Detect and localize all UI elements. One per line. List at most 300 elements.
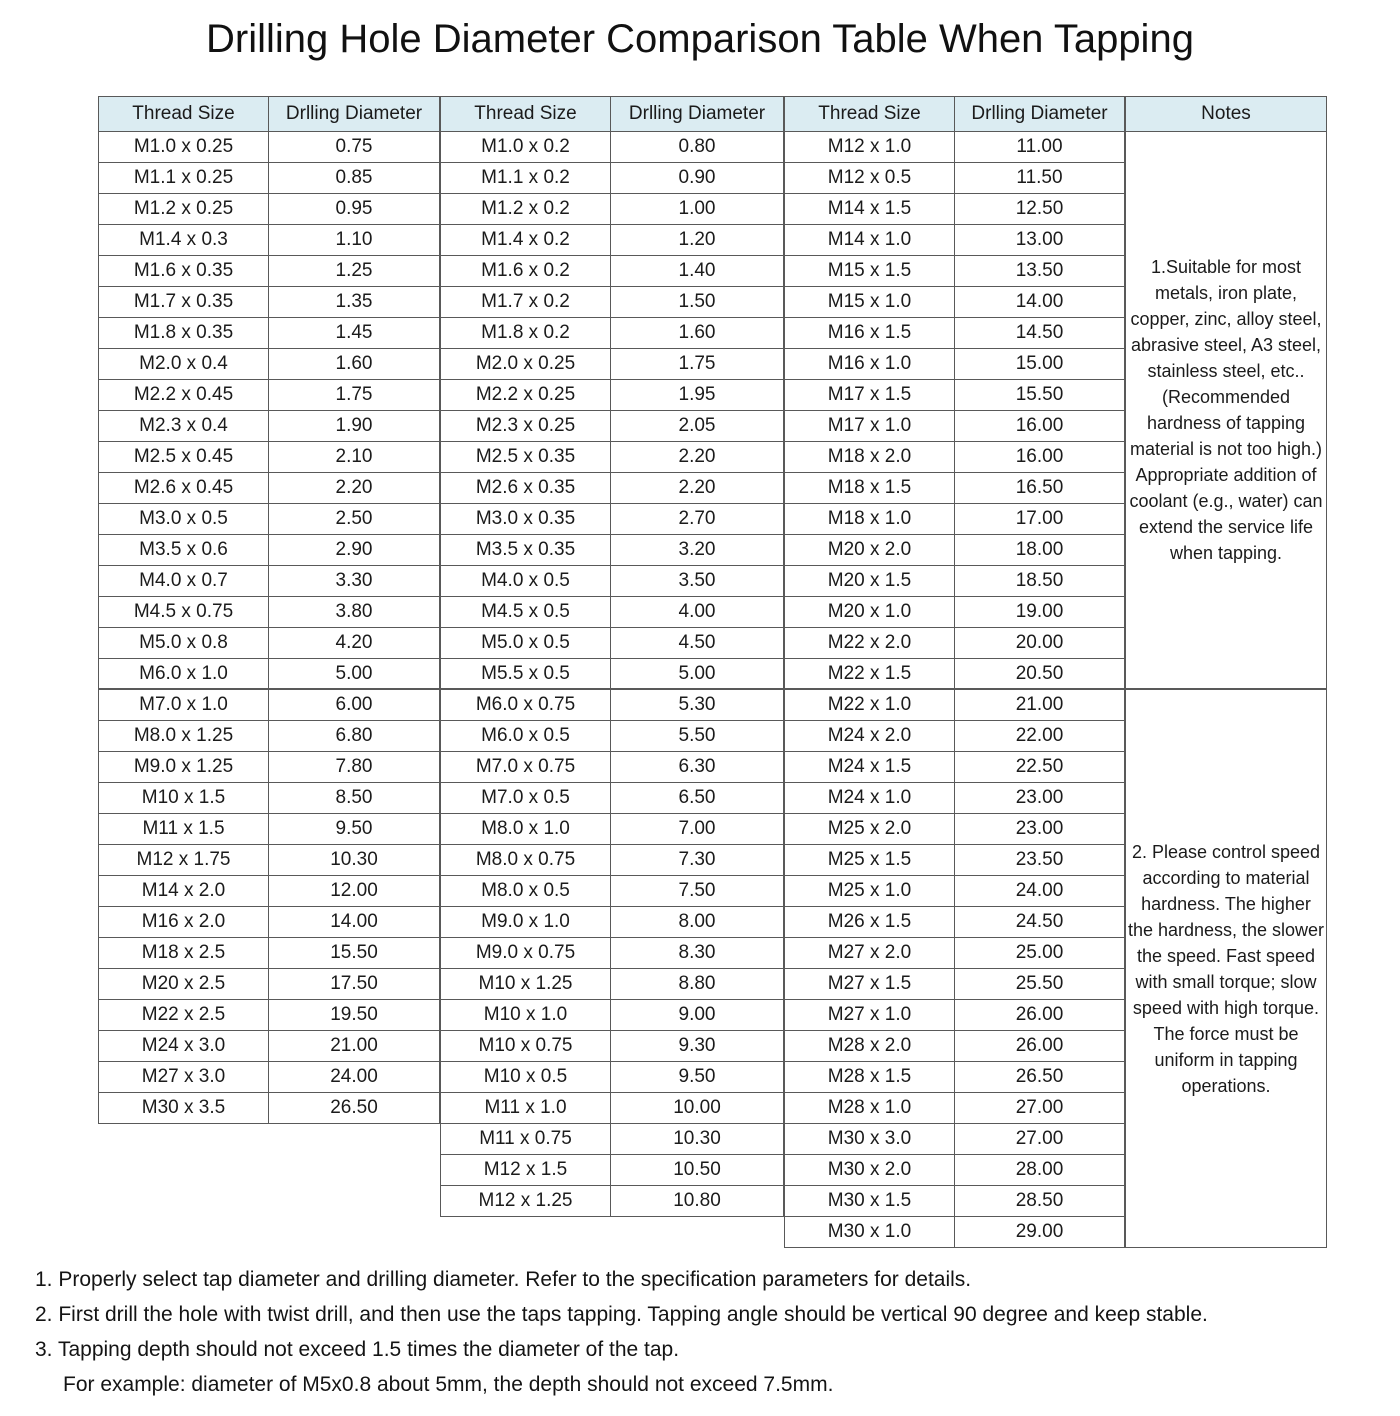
table-row [99,287,440,318]
thread-size-cell: M25 x 1.5 [785,845,955,876]
drilling-diameter-cell: 26.00 [955,1000,1125,1031]
table-row [441,1062,784,1093]
thread-size-cell: M22 x 2.5 [99,1000,269,1031]
drilling-diameter-cell: 0.90 [611,163,784,194]
drilling-diameter-cell: 16.00 [955,442,1125,473]
drilling-diameter-cell: 8.50 [269,783,440,814]
thread-size-cell: M12 x 1.0 [785,132,955,163]
thread-size-cell: M22 x 1.5 [785,659,955,690]
thread-size-cell: M3.0 x 0.35 [441,504,611,535]
thread-size-cell: M4.0 x 0.7 [99,566,269,597]
drilling-diameter-cell: 3.20 [611,535,784,566]
drilling-diameter-cell: 2.20 [611,442,784,473]
thread-size-cell: M14 x 2.0 [99,876,269,907]
table-row [99,1031,440,1062]
thread-size-cell: M1.1 x 0.2 [441,163,611,194]
thread-size-cell: M8.0 x 0.5 [441,876,611,907]
drilling-diameter-cell: 2.70 [611,504,784,535]
column-header-drilling-diameter: Drlling Diameter [955,97,1125,132]
drilling-diameter-cell: 5.00 [611,659,784,690]
table-row [785,256,1125,287]
table-row [99,845,440,876]
table-row [99,349,440,380]
table-row [441,194,784,225]
drilling-diameter-cell: 26.50 [269,1093,440,1124]
table-row [441,1093,784,1124]
thread-size-cell: M20 x 1.0 [785,597,955,628]
table-row [441,659,784,690]
thread-size-cell: M1.6 x 0.2 [441,256,611,287]
table-row [99,659,440,690]
drilling-diameter-cell: 2.90 [269,535,440,566]
drilling-diameter-cell: 6.30 [611,752,784,783]
drilling-diameter-cell: 5.00 [269,659,440,690]
table-row [441,1124,784,1155]
table-row [99,876,440,907]
thread-size-cell: M24 x 3.0 [99,1031,269,1062]
thread-size-cell: M18 x 2.0 [785,442,955,473]
table-row [785,659,1125,690]
drilling-diameter-cell: 1.60 [611,318,784,349]
table-row [99,535,440,566]
thread-size-cell: M2.2 x 0.45 [99,380,269,411]
thread-size-cell: M2.5 x 0.35 [441,442,611,473]
footer-note-1: 1. Properly select tap diameter and drilling diameter. Refer to the specification parameters for details. [35,1268,972,1291]
footer-note-4: For example: diameter of M5x0.8 about 5mm, the depth should not exceed 7.5mm. [63,1373,834,1396]
thread-size-cell: M24 x 2.0 [785,721,955,752]
table-row [99,721,440,752]
drilling-diameter-cell: 2.10 [269,442,440,473]
drilling-diameter-cell: 4.00 [611,597,784,628]
thread-size-cell: M28 x 2.0 [785,1031,955,1062]
thread-size-cell: M1.1 x 0.25 [99,163,269,194]
thread-size-cell: M30 x 1.5 [785,1186,955,1217]
thread-size-cell: M4.5 x 0.5 [441,597,611,628]
drilling-diameter-cell: 0.95 [269,194,440,225]
table-row [441,132,784,163]
table-row [441,1031,784,1062]
table-row [99,318,440,349]
table-row [785,287,1125,318]
table-row [441,318,784,349]
drilling-diameter-cell: 22.50 [955,752,1125,783]
drilling-diameter-cell: 25.50 [955,969,1125,1000]
thread-size-cell: M27 x 1.5 [785,969,955,1000]
drilling-diameter-cell: 25.00 [955,938,1125,969]
page-title: Drilling Hole Diameter Comparison Table When Tapping [206,17,1194,61]
drilling-diameter-cell: 2.20 [269,473,440,504]
thread-size-cell: M18 x 2.5 [99,938,269,969]
table-row [441,535,784,566]
drilling-diameter-cell: 1.75 [269,380,440,411]
table-row [785,163,1125,194]
table-row [785,938,1125,969]
drilling-diameter-cell: 1.45 [269,318,440,349]
thread-size-cell: M15 x 1.5 [785,256,955,287]
thread-size-cell: M17 x 1.5 [785,380,955,411]
table-row [785,132,1125,163]
drilling-diameter-cell: 1.95 [611,380,784,411]
drilling-diameter-cell: 1.25 [269,256,440,287]
drilling-diameter-cell: 1.10 [269,225,440,256]
drilling-diameter-cell: 18.00 [955,535,1125,566]
thread-size-cell: M17 x 1.0 [785,411,955,442]
thread-size-cell: M1.6 x 0.35 [99,256,269,287]
table-body [785,132,1125,1248]
drilling-diameter-cell: 7.80 [269,752,440,783]
table-row [99,163,440,194]
drilling-diameter-cell: 2.50 [269,504,440,535]
drilling-diameter-cell: 15.50 [269,938,440,969]
thread-size-cell: M27 x 3.0 [99,1062,269,1093]
drilling-diameter-cell: 27.00 [955,1124,1125,1155]
table-row [785,318,1125,349]
drilling-diameter-cell: 23.50 [955,845,1125,876]
footer-notes [35,1262,1400,1402]
table-body [441,132,784,1217]
column-header-drilling-diameter: Drlling Diameter [269,97,440,132]
drilling-diameter-cell: 14.00 [955,287,1125,318]
drilling-diameter-cell: 3.80 [269,597,440,628]
drilling-diameter-cell: 10.80 [611,1186,784,1217]
drilling-diameter-cell: 1.00 [611,194,784,225]
thread-size-cell: M28 x 1.0 [785,1093,955,1124]
thread-size-cell: M10 x 1.0 [441,1000,611,1031]
table-row [99,504,440,535]
drilling-diameter-cell: 1.40 [611,256,784,287]
thread-size-cell: M2.0 x 0.25 [441,349,611,380]
drilling-diameter-cell: 4.50 [611,628,784,659]
table-row [785,721,1125,752]
table-row [99,814,440,845]
table-row [99,1062,440,1093]
table-row [441,628,784,659]
drilling-diameter-cell: 3.50 [611,566,784,597]
thread-size-cell: M9.0 x 0.75 [441,938,611,969]
thread-size-cell: M1.7 x 0.35 [99,287,269,318]
thread-size-cell: M30 x 3.0 [785,1124,955,1155]
drilling-diameter-cell: 2.20 [611,473,784,504]
thread-size-cell: M16 x 1.0 [785,349,955,380]
drilling-diameter-cell: 12.50 [955,194,1125,225]
drilling-diameter-cell: 12.00 [269,876,440,907]
drilling-diameter-cell: 21.00 [269,1031,440,1062]
thread-size-cell: M16 x 1.5 [785,318,955,349]
thread-size-cell: M2.2 x 0.25 [441,380,611,411]
thread-table-3 [784,96,1125,1248]
table-row [99,442,440,473]
table-row [99,597,440,628]
table-row [785,380,1125,411]
drilling-diameter-cell: 1.35 [269,287,440,318]
drilling-diameter-cell: 24.00 [269,1062,440,1093]
thread-size-cell: M1.4 x 0.3 [99,225,269,256]
drilling-diameter-cell: 1.50 [611,287,784,318]
table-row [99,938,440,969]
table-row [441,566,784,597]
table-row [441,349,784,380]
thread-size-cell: M14 x 1.5 [785,194,955,225]
thread-size-cell: M2.0 x 0.4 [99,349,269,380]
drilling-diameter-cell: 11.00 [955,132,1125,163]
header-row [99,97,440,132]
drilling-diameter-cell: 16.50 [955,473,1125,504]
table-row [441,845,784,876]
thread-size-cell: M25 x 1.0 [785,876,955,907]
drilling-diameter-cell: 0.80 [611,132,784,163]
table-row [785,907,1125,938]
table-row [785,845,1125,876]
table-body [99,132,440,1124]
drilling-diameter-cell: 16.00 [955,411,1125,442]
thread-size-cell: M3.5 x 0.35 [441,535,611,566]
drilling-diameter-cell: 26.00 [955,1031,1125,1062]
thread-size-cell: M4.0 x 0.5 [441,566,611,597]
drilling-diameter-cell: 5.50 [611,721,784,752]
thread-size-cell: M2.3 x 0.25 [441,411,611,442]
table-row [441,504,784,535]
page [0,16,1400,1416]
thread-size-cell: M6.0 x 0.5 [441,721,611,752]
table-row [785,1031,1125,1062]
thread-size-cell: M1.8 x 0.2 [441,318,611,349]
thread-size-cell: M10 x 0.75 [441,1031,611,1062]
thread-size-cell: M8.0 x 1.0 [441,814,611,845]
table-row [99,566,440,597]
drilling-diameter-cell: 15.50 [955,380,1125,411]
table-row [99,132,440,163]
table-row [785,535,1125,566]
drilling-diameter-cell: 10.30 [269,845,440,876]
drilling-diameter-cell: 11.50 [955,163,1125,194]
thread-size-cell: M2.5 x 0.45 [99,442,269,473]
table-row [785,1124,1125,1155]
thread-size-cell: M30 x 3.5 [99,1093,269,1124]
drilling-diameter-cell: 4.20 [269,628,440,659]
thread-size-cell: M5.0 x 0.5 [441,628,611,659]
comparison-table [98,96,1400,1248]
table-row [785,225,1125,256]
note-materials: 1.Suitable for most metals, iron plate, copper, zinc, alloy steel, abrasive steel, A3 steel, stainless steel, etc..(Recommended hardness of tapping material is not too high.) Appropriate addition of coolant (e.g., water) can extend the service life when tapping. [1126,132,1326,690]
table-row [99,473,440,504]
thread-size-cell: M8.0 x 0.75 [441,845,611,876]
drilling-diameter-cell: 17.00 [955,504,1125,535]
table-row [441,442,784,473]
thread-size-cell: M7.0 x 1.0 [99,690,269,721]
thread-size-cell: M27 x 2.0 [785,938,955,969]
thread-size-cell: M5.5 x 0.5 [441,659,611,690]
thread-size-cell: M6.0 x 1.0 [99,659,269,690]
drilling-diameter-cell: 0.85 [269,163,440,194]
table-row [785,597,1125,628]
drilling-diameter-cell: 7.50 [611,876,784,907]
thread-size-cell: M7.0 x 0.5 [441,783,611,814]
drilling-diameter-cell: 7.30 [611,845,784,876]
thread-size-cell: M22 x 1.0 [785,690,955,721]
thread-size-cell: M25 x 2.0 [785,814,955,845]
table-row [785,473,1125,504]
thread-size-cell: M1.4 x 0.2 [441,225,611,256]
table-row [441,597,784,628]
drilling-diameter-cell: 13.00 [955,225,1125,256]
table-row [99,752,440,783]
thread-size-cell: M11 x 1.5 [99,814,269,845]
thread-size-cell: M14 x 1.0 [785,225,955,256]
table-row [785,752,1125,783]
thread-size-cell: M18 x 1.0 [785,504,955,535]
header-row [785,97,1125,132]
thread-size-cell: M6.0 x 0.75 [441,690,611,721]
thread-size-cell: M30 x 1.0 [785,1217,955,1248]
drilling-diameter-cell: 20.00 [955,628,1125,659]
thread-size-cell: M2.6 x 0.45 [99,473,269,504]
table-row [785,349,1125,380]
drilling-diameter-cell: 28.50 [955,1186,1125,1217]
table-row [99,411,440,442]
table-row [785,876,1125,907]
drilling-diameter-cell: 14.00 [269,907,440,938]
thread-size-cell: M12 x 1.5 [441,1155,611,1186]
drilling-diameter-cell: 1.20 [611,225,784,256]
drilling-diameter-cell: 1.60 [269,349,440,380]
table-row [785,1217,1125,1248]
table-row [785,1155,1125,1186]
note-speed-control: 2. Please control speed according to material hardness. The higher the hardness, the slower the speed. Fast speed with small torque; slow speed with high torque. The force must be uniform in tapping operations. [1127,841,1325,1096]
table-row [441,783,784,814]
drilling-diameter-cell: 2.05 [611,411,784,442]
thread-size-cell: M5.0 x 0.8 [99,628,269,659]
drilling-diameter-cell: 6.00 [269,690,440,721]
column-header-thread-size: Thread Size [441,97,611,132]
header-row [441,97,784,132]
table-row [99,783,440,814]
table-row [785,690,1125,721]
drilling-diameter-cell: 14.50 [955,318,1125,349]
thread-size-cell: M18 x 1.5 [785,473,955,504]
table-row [441,1000,784,1031]
drilling-diameter-cell: 9.50 [269,814,440,845]
table-row [441,907,784,938]
thread-size-cell: M1.0 x 0.25 [99,132,269,163]
drilling-diameter-cell: 1.90 [269,411,440,442]
table-row [99,380,440,411]
table-row [785,1186,1125,1217]
drilling-diameter-cell: 10.50 [611,1155,784,1186]
table-row [785,969,1125,1000]
drilling-diameter-cell: 8.80 [611,969,784,1000]
thread-size-cell: M22 x 2.0 [785,628,955,659]
table-row [441,690,784,721]
thread-size-cell: M3.5 x 0.6 [99,535,269,566]
table-row [441,938,784,969]
thread-size-cell: M12 x 1.75 [99,845,269,876]
table-row [785,504,1125,535]
drilling-diameter-cell: 20.50 [955,659,1125,690]
table-row [785,411,1125,442]
table-row [99,907,440,938]
drilling-diameter-cell: 17.50 [269,969,440,1000]
drilling-diameter-cell: 3.30 [269,566,440,597]
drilling-diameter-cell: 26.50 [955,1062,1125,1093]
thread-table-1 [98,96,440,1124]
drilling-diameter-cell: 23.00 [955,814,1125,845]
table-row [441,1155,784,1186]
thread-size-cell: M30 x 2.0 [785,1155,955,1186]
column-header-thread-size: Thread Size [785,97,955,132]
drilling-diameter-cell: 19.50 [269,1000,440,1031]
thread-table-2 [440,96,784,1217]
thread-size-cell: M9.0 x 1.25 [99,752,269,783]
drilling-diameter-cell: 9.00 [611,1000,784,1031]
column-header-thread-size: Thread Size [99,97,269,132]
table-row [441,876,784,907]
drilling-diameter-cell: 27.00 [955,1093,1125,1124]
thread-size-cell: M26 x 1.5 [785,907,955,938]
table-row [441,163,784,194]
drilling-diameter-cell: 15.00 [955,349,1125,380]
table-row [441,225,784,256]
drilling-diameter-cell: 9.50 [611,1062,784,1093]
thread-size-cell: M9.0 x 1.0 [441,907,611,938]
table-row [441,814,784,845]
table-row [441,1186,784,1217]
thread-size-cell: M8.0 x 1.25 [99,721,269,752]
column-header-notes: Notes [1126,97,1326,132]
drilling-diameter-cell: 28.00 [955,1155,1125,1186]
drilling-diameter-cell: 10.00 [611,1093,784,1124]
drilling-diameter-cell: 1.75 [611,349,784,380]
thread-size-cell: M2.6 x 0.35 [441,473,611,504]
thread-size-cell: M28 x 1.5 [785,1062,955,1093]
table-row [441,969,784,1000]
table-row [99,628,440,659]
drilling-diameter-cell: 7.00 [611,814,784,845]
thread-size-cell: M10 x 0.5 [441,1062,611,1093]
thread-size-cell: M12 x 1.25 [441,1186,611,1217]
thread-size-cell: M24 x 1.0 [785,783,955,814]
table-row [441,411,784,442]
thread-size-cell: M10 x 1.5 [99,783,269,814]
drilling-diameter-cell: 24.00 [955,876,1125,907]
thread-size-cell: M4.5 x 0.75 [99,597,269,628]
table-row [441,380,784,411]
table-row [785,628,1125,659]
table-row [99,225,440,256]
thread-size-cell: M2.3 x 0.4 [99,411,269,442]
table-row [441,473,784,504]
table-row [441,287,784,318]
drilling-diameter-cell: 21.00 [955,690,1125,721]
drilling-diameter-cell: 9.30 [611,1031,784,1062]
footer-note-2: 2. First drill the hole with twist drill, and then use the taps tapping. Tapping angle should be vertical 90 degree and keep stable. [35,1303,1208,1326]
drilling-diameter-cell: 13.50 [955,256,1125,287]
table-row [441,256,784,287]
thread-size-cell: M20 x 2.5 [99,969,269,1000]
drilling-diameter-cell: 22.00 [955,721,1125,752]
table-row [785,814,1125,845]
drilling-diameter-cell: 19.00 [955,597,1125,628]
thread-size-cell: M15 x 1.0 [785,287,955,318]
thread-size-cell: M11 x 0.75 [441,1124,611,1155]
thread-size-cell: M7.0 x 0.75 [441,752,611,783]
thread-size-cell: M20 x 1.5 [785,566,955,597]
thread-size-cell: M1.2 x 0.2 [441,194,611,225]
table-row [785,194,1125,225]
table-row [99,690,440,721]
table-row [441,752,784,783]
table-row [99,256,440,287]
thread-size-cell: M3.0 x 0.5 [99,504,269,535]
